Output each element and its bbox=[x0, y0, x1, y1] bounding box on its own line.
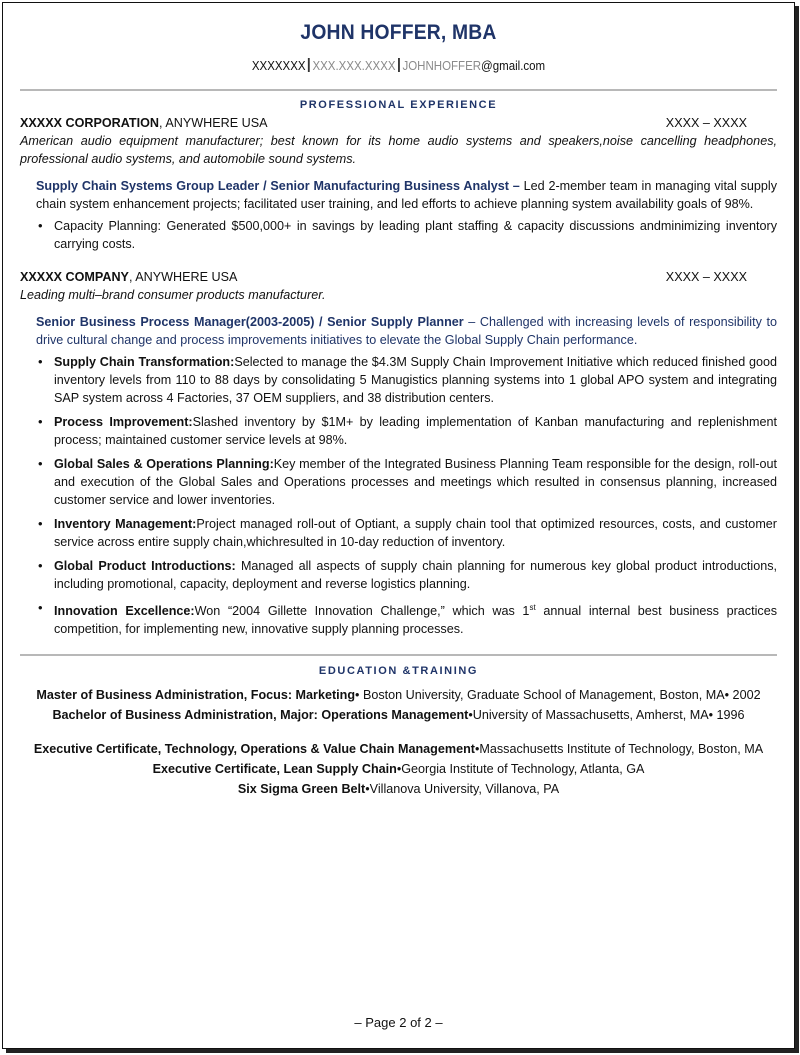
role-summary bbox=[36, 313, 777, 349]
separator-dot: • bbox=[724, 688, 730, 702]
page-number: – Page 2 of 2 – bbox=[354, 1015, 443, 1030]
job-location: , ANYWHERE USA bbox=[128, 270, 238, 284]
certificate-school: Massachusetts Institute of Technology, Boston, MA bbox=[479, 742, 764, 756]
certificate-name: Executive Certificate, Lean Supply Chain bbox=[152, 762, 397, 776]
bullet-icon: • bbox=[38, 558, 43, 573]
certificate-school: Georgia Institute of Technology, Atlanta, GA bbox=[401, 762, 645, 776]
certificate-school: Villanova University, Villanova, PA bbox=[369, 782, 560, 796]
section-title-experience: PROFESSIONAL EXPERIENCE bbox=[299, 99, 498, 111]
achievement-item bbox=[36, 599, 777, 638]
achievement-label: Supply Chain Transformation: bbox=[54, 355, 235, 369]
job-company: XXXXX CORPORATION bbox=[20, 116, 160, 130]
section-divider bbox=[20, 89, 777, 91]
achievement-item bbox=[36, 557, 777, 593]
degree-entry bbox=[3, 705, 794, 725]
certificate-list bbox=[3, 739, 794, 799]
contact-line bbox=[35, 58, 763, 73]
degree-year: 1996 bbox=[713, 708, 745, 722]
job-location: , ANYWHERE USA bbox=[159, 116, 268, 130]
achievement-label: Global Sales & Operations Planning: bbox=[54, 457, 274, 471]
achievement-text: Key member of the Integrated Business Planning Team responsible for the design, roll-out and execution of the Global Sales and Operations processes and meetings which resulted in consensus planning, increased customer service and lower inventories. bbox=[54, 457, 777, 507]
contact-separator bbox=[398, 58, 399, 72]
bullet-icon: • bbox=[38, 218, 43, 233]
role-summary bbox=[36, 177, 777, 213]
separator-dot: • bbox=[708, 708, 714, 722]
separator-dot: • bbox=[474, 742, 480, 756]
role-description: – Challenged with increasing levels of responsibility to drive cultural change and process improvements initiatives to elevate the Global Supply Chain performance. bbox=[36, 315, 777, 347]
company-description: Leading multi–brand consumer products manufacturer. bbox=[20, 288, 326, 302]
company-description: American audio equipment manufacturer; best known for its home audio systems and speakers,noise cancelling headphones, professional audio systems, and automobile sound systems. bbox=[20, 134, 777, 166]
achievement-label: Process Improvement: bbox=[54, 415, 193, 429]
achievement-text: Selected to manage the $4.3M Supply Chain Improvement Initiative which reduced finished good inventory levels from 110 to 88 days by consolidating 5 Manugistics planning systems into 1 global APO system and integrating SAP system across 4 Factories, 37 OEM suppliers, and 38 distribution centers. bbox=[54, 355, 777, 405]
degree-name: Master of Business Administration, Focus: Marketing bbox=[36, 688, 356, 702]
role-description: Led 2-member team in managing vital supply chain system enhancement projects; facilitated user training, and led efforts to achieve planning system availability goals of 98%. bbox=[36, 179, 777, 211]
separator-dot: • bbox=[468, 708, 473, 722]
job-header bbox=[20, 268, 777, 286]
achievement-item bbox=[36, 217, 777, 253]
separator-dot: • bbox=[396, 762, 402, 776]
achievement-text: Project managed roll-out of Optiant, a supply chain tool that optimized resources, costs, and customer service across entire supply chain,whichresulted in 10-day reduction of inventory. bbox=[54, 517, 778, 549]
job-entry bbox=[20, 268, 777, 644]
degree-entry bbox=[3, 685, 794, 705]
separator-dot: • bbox=[365, 782, 370, 796]
bullet-icon: • bbox=[38, 456, 43, 471]
contact-separator bbox=[308, 58, 309, 72]
achievement-text-continued: annual internal best business practices competition, for implementing new, innovative supply planning processes. bbox=[54, 604, 778, 637]
superscript-ordinal: st bbox=[529, 603, 536, 612]
achievement-list bbox=[20, 353, 777, 638]
bullet-icon: • bbox=[38, 516, 43, 531]
degree-school: University of Massachusetts, Amherst, MA bbox=[472, 708, 709, 722]
certificate-name: Six Sigma Green Belt bbox=[237, 782, 366, 796]
contact-phone: XXX.XXX.XXXX bbox=[312, 59, 396, 73]
degree-year: 2002 bbox=[729, 688, 761, 702]
bullet-icon: • bbox=[38, 354, 43, 369]
candidate-name: JOHN HOFFER, MBA bbox=[300, 21, 497, 44]
achievement-item bbox=[36, 413, 777, 449]
job-header bbox=[20, 114, 777, 132]
section-divider bbox=[20, 654, 777, 656]
job-dates: XXXX – XXXX bbox=[665, 116, 747, 130]
job-company-line bbox=[20, 268, 237, 286]
job-company-line bbox=[20, 114, 268, 132]
achievement-text: Managed all aspects of supply chain planning for numerous key global product introductions, including promotional, capacity, deployment and reverse logistics planning. bbox=[54, 559, 777, 591]
certificate-entry bbox=[3, 779, 794, 799]
achievement-label: Innovation Excellence: bbox=[54, 604, 195, 619]
achievement-list bbox=[20, 217, 777, 253]
section-title-education: EDUCATION &TRAINING bbox=[318, 665, 479, 677]
job-company: XXXXX COMPANY bbox=[20, 270, 129, 284]
job-entry bbox=[20, 114, 777, 259]
contact-address: XXXXXXX bbox=[251, 59, 306, 73]
degree-list bbox=[3, 685, 794, 725]
separator-dot: • bbox=[355, 688, 360, 702]
certificate-entry bbox=[3, 739, 794, 759]
achievement-item bbox=[36, 353, 777, 407]
contact-email-domain: @gmail.com bbox=[481, 59, 546, 73]
degree-name: Bachelor of Business Administration, Major: Operations Management bbox=[52, 708, 469, 722]
resume-page bbox=[2, 2, 795, 1049]
achievement-text: Won “2004 Gillette Innovation Challenge,” which was 1 bbox=[194, 604, 530, 619]
achievement-text: Slashed inventory by $1M+ by leading implementation of Kanban manufacturing and replenishment process; maintained customer service levels at 98%. bbox=[54, 415, 777, 447]
achievement-label: Inventory Management: bbox=[54, 517, 197, 531]
degree-school: Boston University, Graduate School of Management, Boston, MA bbox=[359, 688, 725, 702]
certificate-entry bbox=[3, 759, 794, 779]
contact-email-user: JOHNHOFFER bbox=[402, 59, 482, 73]
achievement-text: Capacity Planning: Generated $500,000+ in savings by leading plant staffing & capacity discussions andminimizing inventory carrying costs. bbox=[54, 219, 777, 251]
bullet-icon: • bbox=[38, 600, 43, 615]
role-title: Senior Business Process Manager(2003-2005) / Senior Supply Planner bbox=[36, 315, 464, 329]
achievement-label: Global Product Introductions: bbox=[54, 559, 236, 573]
certificate-name: Executive Certificate, Technology, Operations & Value Chain Management bbox=[33, 742, 475, 756]
role-title: Supply Chain Systems Group Leader / Senior Manufacturing Business Analyst – bbox=[36, 179, 520, 193]
job-dates: XXXX – XXXX bbox=[665, 270, 747, 284]
achievement-item bbox=[36, 455, 777, 509]
bullet-icon: • bbox=[38, 414, 43, 429]
achievement-item bbox=[36, 515, 777, 551]
